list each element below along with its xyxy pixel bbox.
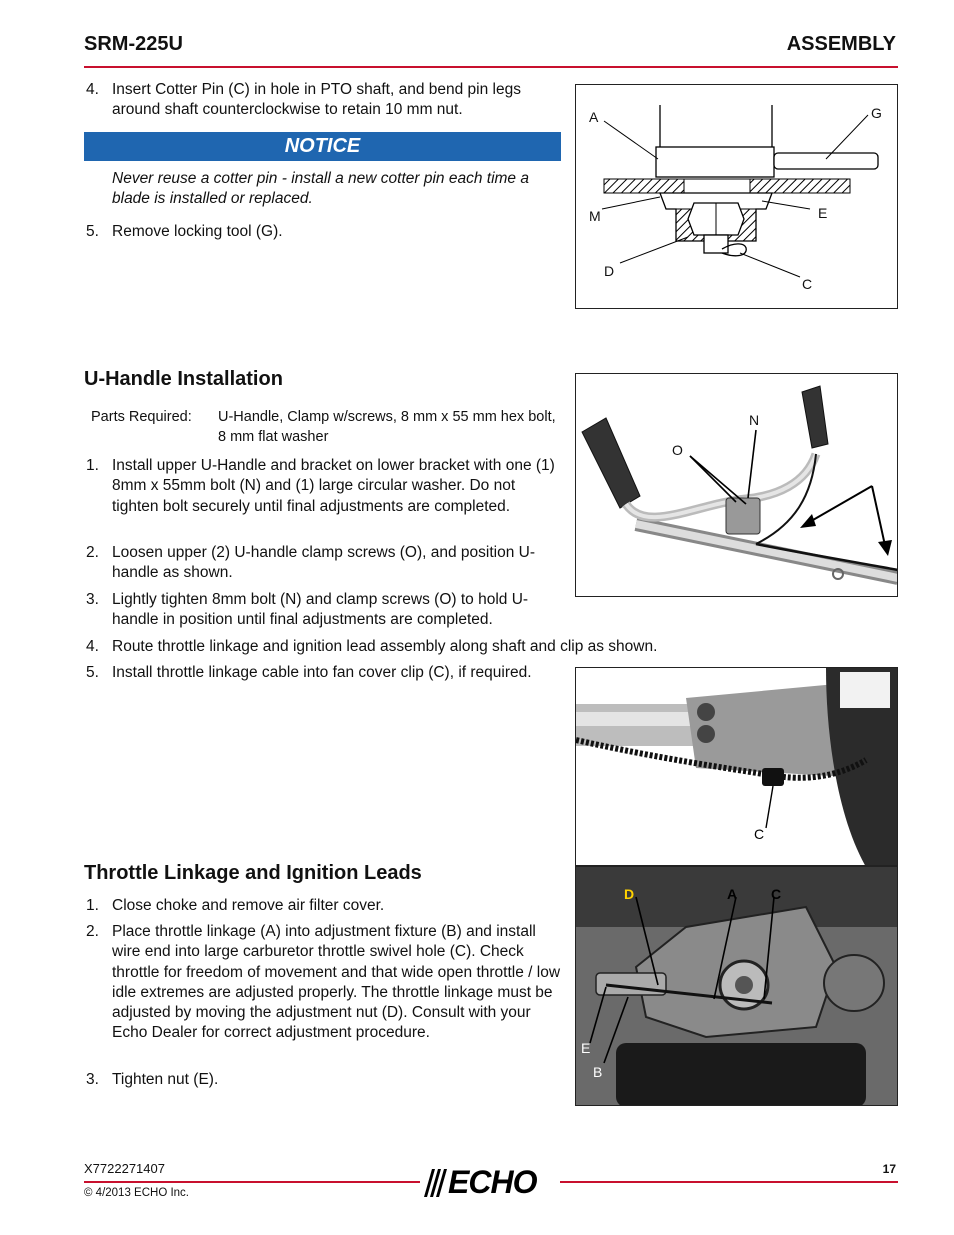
- step-number: 4.: [86, 81, 99, 98]
- parts-value: U-Handle, Clamp w/screws, 8 mm x 55 mm hex bolt, 8 mm flat washer: [218, 409, 556, 445]
- step-text: Remove locking tool (G).: [112, 223, 283, 240]
- step-text: Place throttle linkage (A) into adjustment fixture (B) and install wire end into large carburetor throttle swivel hole (C). Check throttle for freedom of movement and that wide open throttle / low idle extremes are adjusted properly. The throttle linkage must be adjusted by moving the adjustment nut (D). Consult with your Echo Dealer for correct adjustment procedure.: [112, 923, 561, 1042]
- step-text: Route throttle linkage and ignition lead assembly along shaft and clip as shown.: [112, 638, 658, 655]
- footer-rule-right: [560, 1181, 898, 1183]
- step-text: Close choke and remove air filter cover.: [112, 897, 385, 914]
- u-handle-illustration: [576, 374, 898, 597]
- label-b: B: [593, 1064, 603, 1080]
- step-text: Lightly tighten 8mm bolt (N) and clamp screws (O) to hold U-handle in position until final adjustments are completed.: [112, 591, 529, 629]
- page-number: 17: [882, 1162, 896, 1176]
- part-number: X7722271407: [84, 1161, 165, 1176]
- step-number: 2.: [86, 544, 99, 561]
- label-d: D: [624, 886, 635, 902]
- notice-banner: NOTICE: [84, 132, 561, 161]
- step-text: Tighten nut (E).: [112, 1071, 219, 1088]
- cotter-pin-diagram: [575, 84, 898, 309]
- section-heading: U-Handle Installation: [84, 368, 283, 390]
- label-a: A: [727, 886, 738, 902]
- label-c: C: [802, 276, 813, 292]
- u-handle-figure: [575, 373, 898, 597]
- step-text: Loosen upper (2) U-handle clamp screws (O), and position U-handle as shown.: [112, 544, 535, 582]
- carburetor-figure: [575, 866, 898, 1106]
- step-number: 4.: [86, 638, 99, 655]
- model-title: SRM-225U: [84, 33, 183, 55]
- step-number: 1.: [86, 457, 99, 474]
- notice-text: Never reuse a cotter pin - install a new cotter pin each time a blade is installed or replaced.: [112, 170, 529, 208]
- label-m: M: [589, 208, 601, 224]
- step-text: Insert Cotter Pin (C) in hole in PTO shaft, and bend pin legs around shaft counterclockwise to retain 10 mm nut.: [112, 81, 521, 119]
- label-c: C: [771, 886, 782, 902]
- echo-logo: [422, 1165, 560, 1199]
- header-rule: [84, 66, 898, 68]
- section-heading: Throttle Linkage and Ignition Leads: [84, 862, 422, 884]
- fan-cover-illustration: [576, 668, 898, 866]
- footer-rule-left: [84, 1181, 420, 1183]
- label-e: E: [581, 1040, 591, 1056]
- carburetor-illustration: [576, 867, 898, 1106]
- step-number: 1.: [86, 897, 99, 914]
- step-text: Install throttle linkage cable into fan cover clip (C), if required.: [112, 664, 532, 681]
- echo-logo-text: ECHO: [448, 1164, 537, 1200]
- copyright: © 4/2013 ECHO Inc.: [84, 1187, 189, 1199]
- cotter-pin-illustration: [576, 85, 898, 309]
- label-n: N: [749, 412, 760, 428]
- label-g: G: [871, 105, 882, 121]
- parts-label: Parts Required:: [91, 409, 192, 425]
- step-number: 5.: [86, 223, 99, 240]
- step-number: 3.: [86, 591, 99, 608]
- fan-cover-clip-figure: [575, 667, 898, 866]
- section-title: ASSEMBLY: [786, 33, 896, 55]
- label-o: O: [672, 442, 683, 458]
- label-e: E: [818, 205, 828, 221]
- label-d: D: [604, 263, 615, 279]
- label-a: A: [589, 109, 599, 125]
- step-number: 3.: [86, 1071, 99, 1088]
- step-number: 5.: [86, 664, 99, 681]
- step-text: Install upper U-Handle and bracket on lower bracket with one (1) 8mm x 55mm bolt (N) and (1) large circular washer. Do not tighten bolt securely until final adjustments are completed.: [112, 457, 555, 515]
- label-c: C: [754, 826, 765, 842]
- step-number: 2.: [86, 923, 99, 940]
